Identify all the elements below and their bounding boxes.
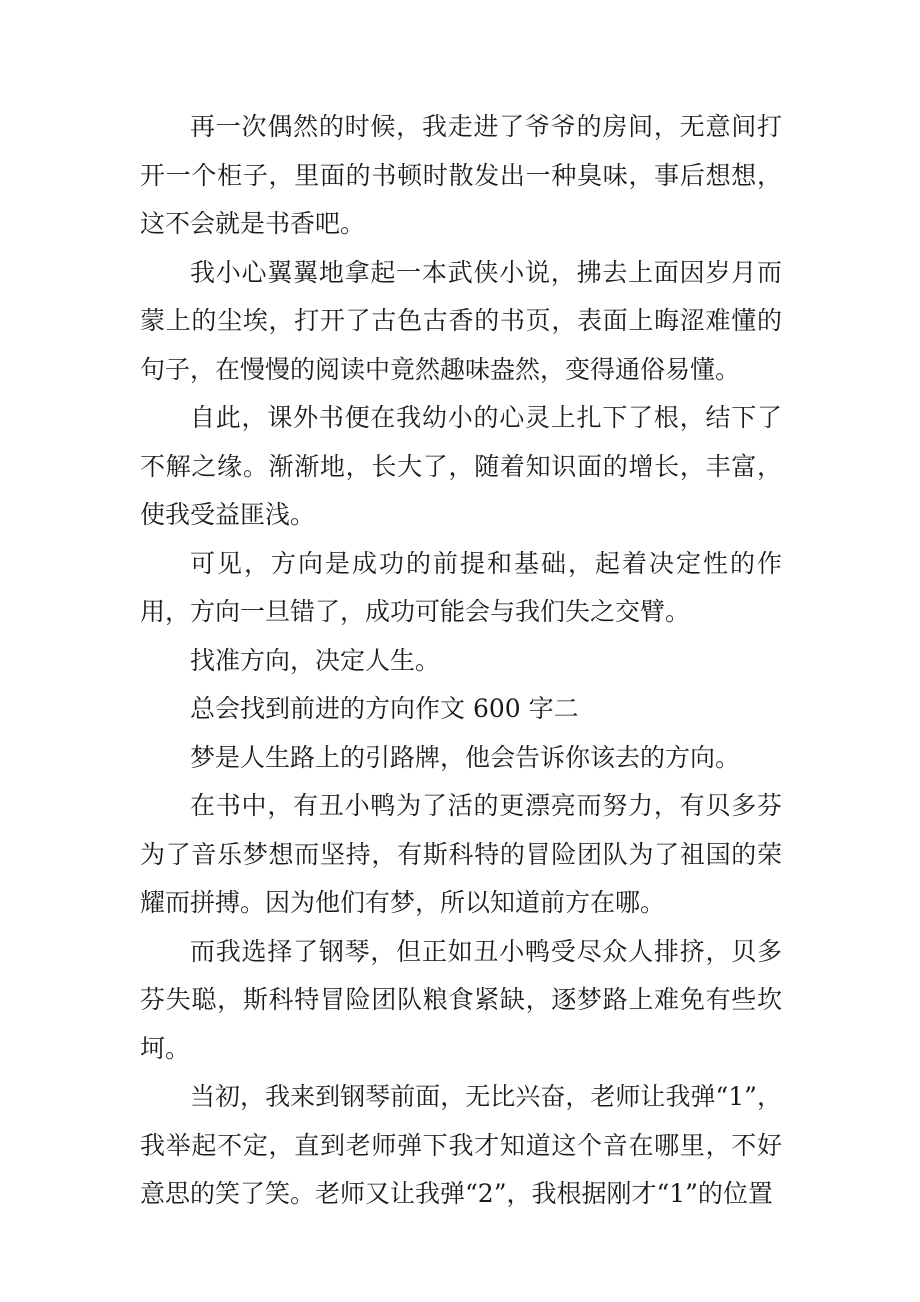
paragraph-1: 再一次偶然的时候，我走进了爷爷的房间，无意间打开一个柜子，里面的书顿时散发出一种臭味，事后想想，这不会就是书香吧。: [140, 112, 782, 238]
paragraph-3: 自此，课外书便在我幼小的心灵上扎下了根，结下了不解之缘。渐渐地，长大了，随着知识面的增长，丰富，使我受益匪浅。: [140, 403, 782, 529]
paragraph-2: 我小心翼翼地拿起一本武侠小说，拂去上面因岁月而蒙上的尘埃，打开了古色古香的书页，表面上晦涩难懂的句子，在慢慢的阅读中竟然趣味盎然，变得通俗易懂。: [140, 257, 782, 384]
paragraph-4: 可见，方向是成功的前提和基础，起着决定性的作用，方向一旦错了，成功可能会与我们失之交臂。: [140, 548, 782, 626]
section-heading: 总会找到前进的方向作文 600 字二: [190, 694, 579, 723]
document-body: [140, 103, 782, 1219]
paragraph-7: 在书中，有丑小鸭为了活的更漂亮而努力，有贝多芬为了音乐梦想而坚持，有斯科特的冒险团队为了祖国的荣耀而拼搏。因为他们有梦，所以知道前方在哪。: [140, 791, 782, 917]
paragraph-8: 而我选择了钢琴，但正如丑小鸭受尽众人排挤，贝多芬失聪，斯科特冒险团队粮食紧缺，逐梦路上难免有些坎坷。: [140, 936, 782, 1063]
paragraph-9: 当初，我来到钢琴前面，无比兴奋，老师让我弹“1”，我举起不定，直到老师弹下我才知道这个音在哪里，不好意思的笑了笑。老师又让我弹“2”，我根据刚才“1”的位置: [140, 1082, 782, 1208]
paragraph-5: 找准方向，决定人生。: [190, 645, 441, 675]
paragraph-6: 梦是人生路上的引路牌，他会告诉你该去的方向。: [190, 742, 741, 772]
